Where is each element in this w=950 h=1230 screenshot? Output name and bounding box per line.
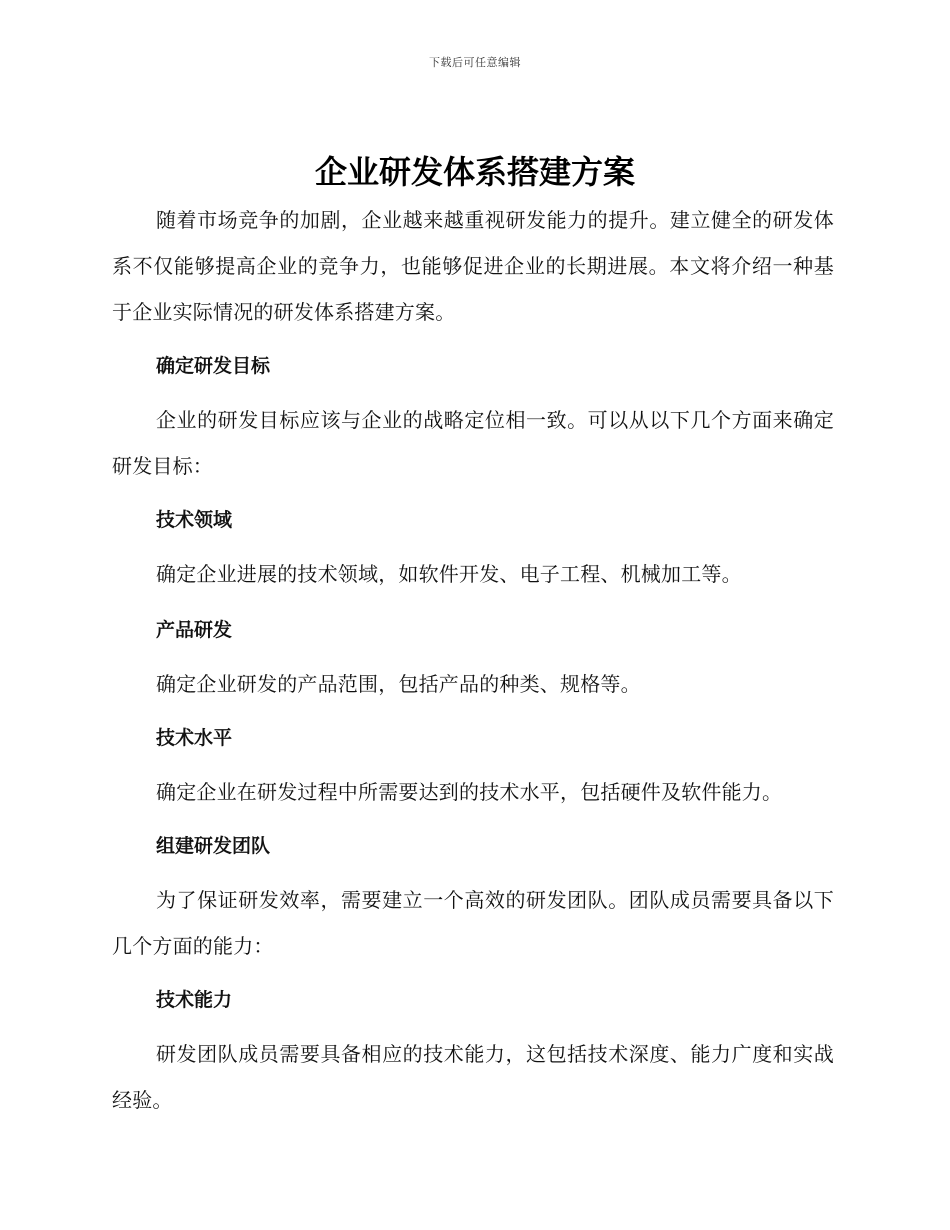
section-heading-tech-field: 技术领域 bbox=[156, 509, 233, 531]
header-note: 下载后可任意编辑 bbox=[429, 56, 521, 69]
section-text-tech-ability: 研发团队成员需要具备相应的技术能力，这包括技术深度、能力广度和实战经验。 bbox=[112, 1042, 834, 1112]
section-text-tech-field: 确定企业进展的技术领域，如软件开发、电子工程、机械加工等。 bbox=[156, 562, 742, 586]
section-heading-team: 组建研发团队 bbox=[156, 835, 271, 857]
document-body bbox=[112, 197, 834, 1123]
document-title: 企业研发体系搭建方案 bbox=[314, 153, 635, 191]
section-heading-tech-ability: 技术能力 bbox=[156, 989, 233, 1011]
section-text-goals: 企业的研发目标应该与企业的战略定位相一致。可以从以下几个方面来确定研发目标： bbox=[112, 408, 834, 478]
intro-paragraph: 随着市场竞争的加剧，企业越来越重视研发能力的提升。建立健全的研发体系不仅能够提高企业的竞争力，也能够促进企业的长期进展。本文将介绍一种基于企业实际情况的研发体系搭建方案。 bbox=[112, 208, 834, 324]
section-heading-product-rd: 产品研发 bbox=[156, 619, 233, 641]
section-text-product-rd: 确定企业研发的产品范围，包括产品的种类、规格等。 bbox=[156, 672, 641, 696]
section-text-team: 为了保证研发效率，需要建立一个高效的研发团队。团队成员需要具备以下几个方面的能力： bbox=[112, 888, 834, 958]
section-heading-goals: 确定研发目标 bbox=[156, 355, 271, 377]
section-heading-tech-level: 技术水平 bbox=[156, 727, 233, 749]
section-text-tech-level: 确定企业在研发过程中所需要达到的技术水平，包括硬件及软件能力。 bbox=[156, 780, 783, 804]
